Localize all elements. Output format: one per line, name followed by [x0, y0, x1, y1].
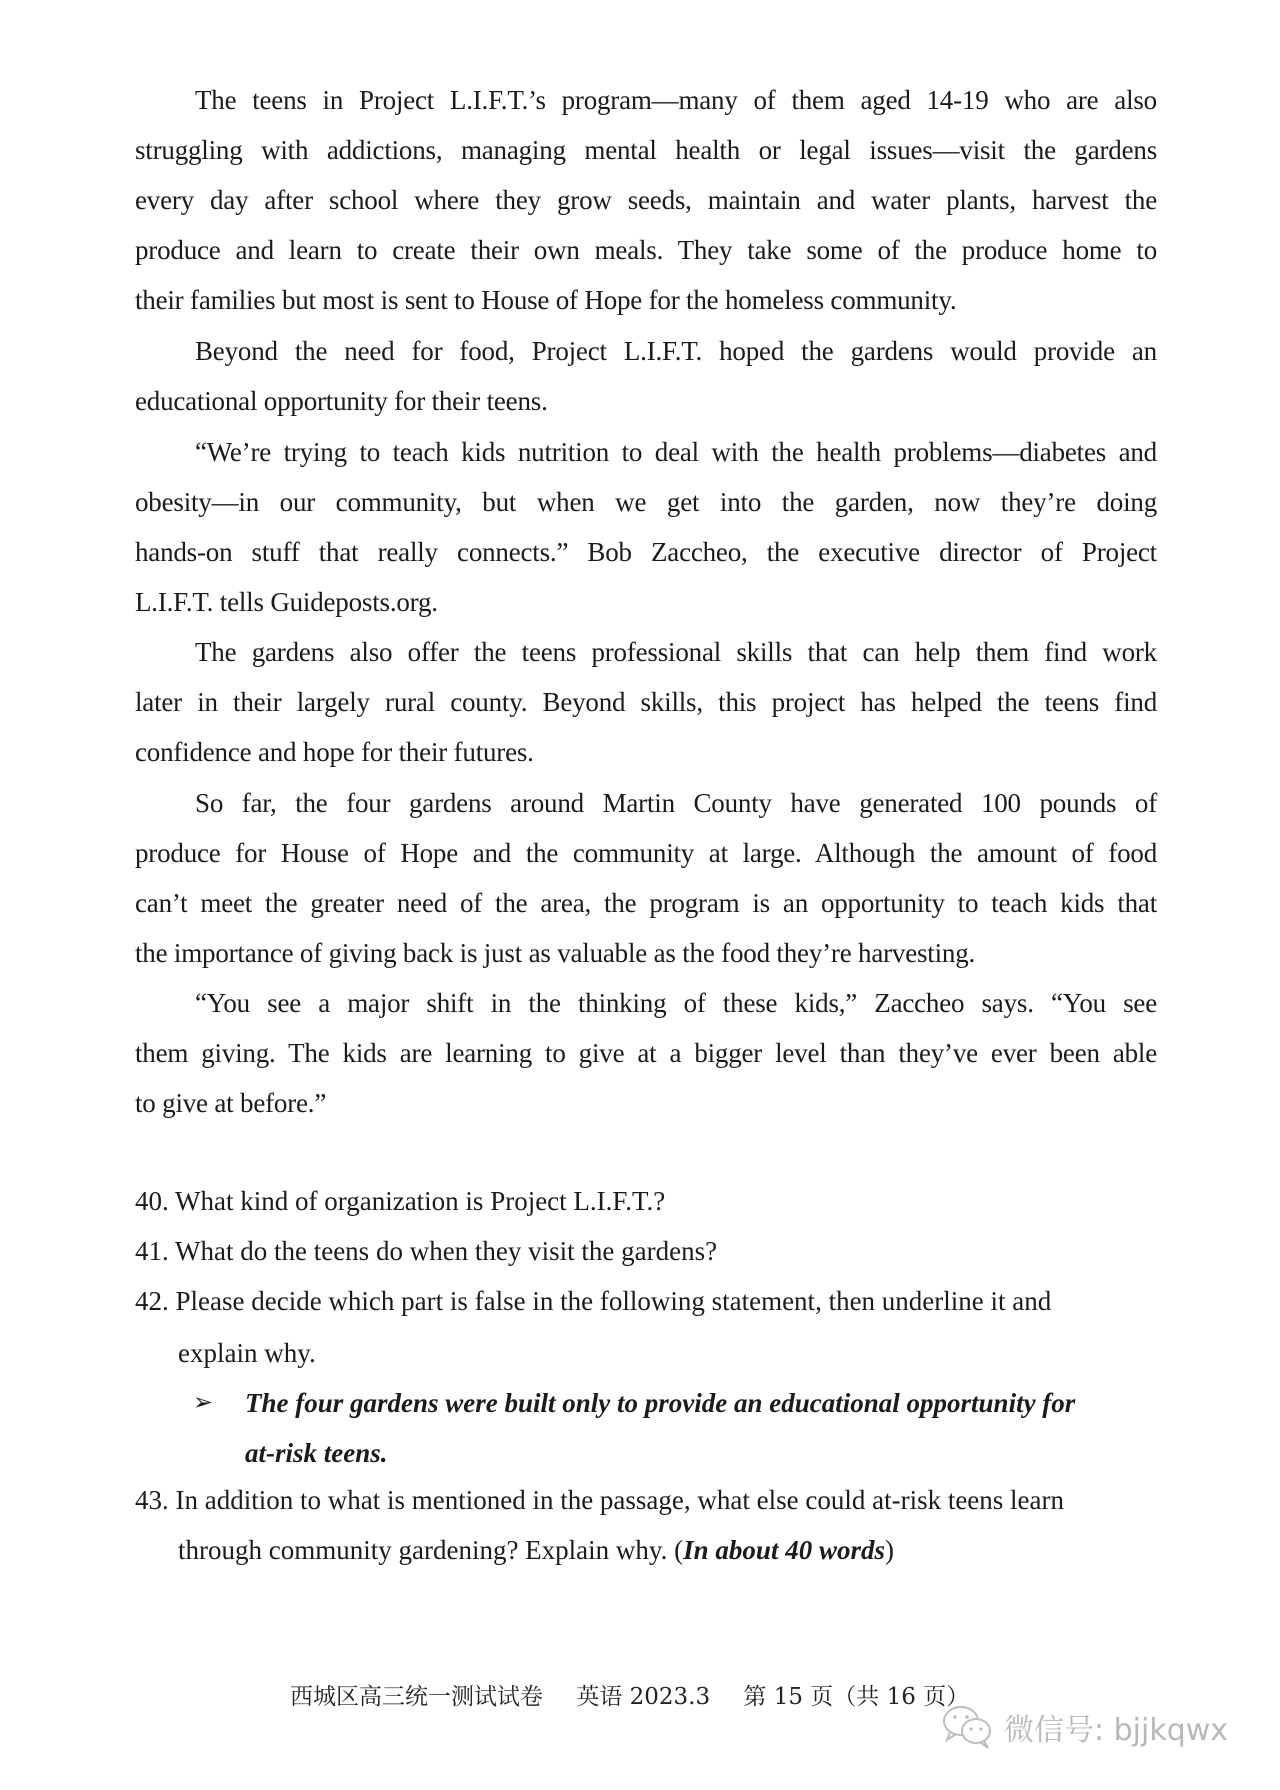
- footer-page-number: 第 15 页（共 16 页）: [743, 1684, 970, 1710]
- question-42-continued: explain why.: [178, 1338, 316, 1368]
- passage-line: “You see a major shift in the thinking of these kids,” Zaccheo says. “You see: [195, 988, 1157, 1018]
- passage-line: educational opportunity for their teens.: [135, 386, 548, 416]
- passage-line: L.I.F.T. tells Guideposts.org.: [135, 587, 438, 617]
- passage-line: later in their largely rural county. Beyond skills, this project has helped the teens find: [135, 687, 1157, 717]
- question-43: 43. In addition to what is mentioned in the passage, what else could at-risk teens learn: [135, 1485, 1065, 1515]
- passage-line: struggling with addictions, managing mental health or legal issues—visit the gardens: [135, 135, 1157, 165]
- word-limit: In about 40 words: [683, 1535, 885, 1565]
- watermark-text: 微信号: bjjkqwx: [1004, 1713, 1229, 1748]
- footer-subject-date: 英语 2023.3: [576, 1684, 711, 1710]
- question-40: 40. What kind of organization is Project L.I.F.T.?: [135, 1186, 666, 1216]
- passage-line: produce for House of Hope and the community at large. Although the amount of food: [135, 838, 1157, 868]
- passage-line: The teens in Project L.I.F.T.’s program—many of them aged 14-19 who are also: [195, 85, 1157, 115]
- passage-line: them giving. The kids are learning to give at a bigger level than they’ve ever been able: [135, 1038, 1157, 1068]
- page-footer: [290, 1678, 995, 1711]
- question-43-text: through community gardening? Explain why. (: [178, 1535, 684, 1565]
- passage-line: confidence and hope for their futures.: [135, 737, 534, 767]
- passage-line: “We’re trying to teach kids nutrition to deal with the health problems—diabetes and: [195, 437, 1157, 467]
- passage-line: to give at before.”: [135, 1088, 327, 1118]
- passage-line: The gardens also offer the teens professional skills that can help them find work: [195, 637, 1157, 667]
- passage-line: every day after school where they grow seeds, maintain and water plants, harvest the: [135, 185, 1157, 215]
- passage-line: their families but most is sent to House of Hope for the homeless community.: [135, 285, 957, 315]
- question-41: 41. What do the teens do when they visit the gardens?: [135, 1236, 718, 1266]
- passage-line: obesity—in our community, but when we get into the garden, now they’re doing: [135, 487, 1157, 517]
- question-42-statement-continued: at-risk teens.: [245, 1438, 388, 1468]
- passage-line: hands-on stuff that really connects.” Bob Zaccheo, the executive director of Project: [135, 537, 1157, 567]
- question-43-close: ): [884, 1535, 894, 1565]
- arrow-bullet-icon: ➢: [193, 1390, 214, 1416]
- passage-line: the importance of giving back is just as valuable as the food they’re harvesting.: [135, 938, 976, 968]
- question-43-continued: [178, 1525, 894, 1575]
- wechat-icon: [940, 1703, 996, 1751]
- footer-exam-title: 西城区高三统一测试试卷: [290, 1684, 543, 1710]
- wechat-watermark: [940, 1703, 1228, 1751]
- passage-line: Beyond the need for food, Project L.I.F.T. hoped the gardens would provide an: [195, 336, 1157, 366]
- passage-line: So far, the four gardens around Martin County have generated 100 pounds of: [195, 788, 1157, 818]
- question-42-statement: The four gardens were built only to provide an educational opportunity for: [245, 1388, 1076, 1418]
- passage-line: produce and learn to create their own meals. They take some of the produce home to: [135, 235, 1157, 265]
- question-42: 42. Please decide which part is false in the following statement, then underline it and: [135, 1286, 1052, 1316]
- passage-line: can’t meet the greater need of the area, the program is an opportunity to teach kids that: [135, 888, 1157, 918]
